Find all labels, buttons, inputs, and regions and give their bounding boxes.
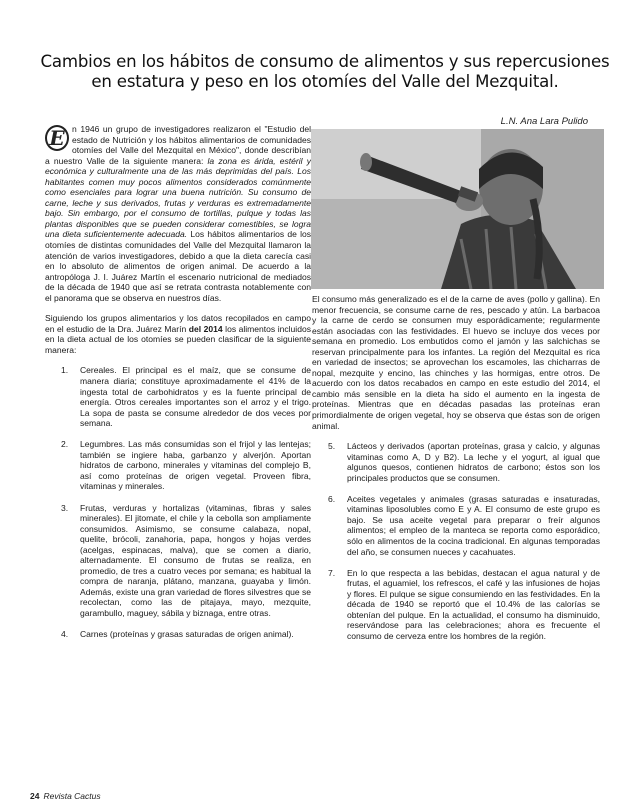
food-group-list-right xyxy=(312,441,600,641)
author-byline: L.N. Ana Lara Pulido xyxy=(500,116,588,127)
right-column xyxy=(312,294,600,652)
list-number: 6. xyxy=(328,493,336,504)
article-photo xyxy=(311,129,604,289)
intro-quote: la zona es árida, estéril y económica y culturalmente una de las más deprimidas del país. Los habitantes comen muy pocos alimentos considerados comúnmente como esenciales para lograr una buena nutrición. Su consumo de carne, leche y sus derivados, frutas y verduras es extremadamente bajo. Sin embargo, por el consumo de tortillas, pulque y todas las plantas disponibles que se pueden considerar comestibles, se logra una dieta suficientemente adecuada. xyxy=(45,155,311,240)
page-footer xyxy=(30,791,101,801)
list-number: 2. xyxy=(61,439,69,450)
list-number: 4. xyxy=(61,629,69,640)
list-item xyxy=(312,494,600,557)
list-item xyxy=(312,568,600,642)
list-item-text: En lo que respecta a las bebidas, destacan el agua natural y de frutas, el aguamiel, los refrescos, el café y las infusiones de hojas y flores. El pulque se sigue consumiendo en las festividades. En la década de 1940 se reportó que el 10.4% de las calorías se obtenían del pulque. En la actualidad, el consumo ha disminuido, reservándose para las celebraciones; ahora es frecuente el consumo de cerveza entre los hombres de la región. xyxy=(347,567,600,641)
article-title xyxy=(30,52,620,92)
list-number: 5. xyxy=(328,441,336,452)
list-item xyxy=(45,629,311,640)
classification-text-c: los alimentos incluidos en la dieta actual de los otomíes se pueden clasificar de la siguiente manera: xyxy=(45,323,311,355)
classification-paragraph xyxy=(45,313,311,355)
list-item-text: Legumbres. Las más consumidas son el frijol y las lentejas; también se ingiere haba, garbanzo y alverjón. Aportan hidratos de carbono, minerales y vitaminas del complejo B, así como proteínas de origen vegetal. Proveen fibra, vitaminas y minerales. xyxy=(80,439,311,492)
title-line-1: Cambios en los hábitos de consumo de alimentos y sus repercusiones xyxy=(40,52,610,71)
left-column xyxy=(45,124,311,650)
photo-illustration xyxy=(311,129,604,289)
list-number: 7. xyxy=(328,567,336,578)
page-number: 24 xyxy=(30,791,40,801)
list-number: 3. xyxy=(61,502,69,513)
list-item xyxy=(45,365,311,428)
title-line-2: en estatura y peso en los otomíes del Valle del Mezquital. xyxy=(91,72,559,91)
classification-text-a: Siguiendo los grupos alimentarios y los datos recopilados en campo en el estudio de la Dra. Juárez Marín xyxy=(45,313,311,334)
list-item-text: Carnes (proteínas y grasas saturadas de origen animal). xyxy=(80,629,294,640)
classification-year: del 2014 xyxy=(188,323,223,334)
food-group-list-left xyxy=(45,365,311,639)
list-number: 1. xyxy=(61,365,69,376)
magazine-name: Revista Cactus xyxy=(43,791,101,801)
list-item-text: Frutas, verduras y hortalizas (vitaminas, fibras y sales minerales). El jitomate, el chile y la cebolla son ampliamente consumidos. Asimismo, se consume calabaza, nopal, quelite, brócoli, zanahoria, papa, hongos y hojas verdes (acelgas, espinacas, malva), que se comen a diario, alternadamente. El consumo de frutas se realiza, en promedio, de tres a cuatro veces por semana; es habitual la compra de naranja, plátano, manzana, guayaba y limón. Además, existe una gran variedad de flores silvestres que se recolectan, como las de pitajaya, mayo, mezquite, garambullo, maguey, sábila y biznaga, entre otras. xyxy=(80,502,311,618)
list-item xyxy=(312,441,600,483)
list-item-text: Aceites vegetales y animales (grasas saturadas e insaturadas, vitaminas liposolubles como E y A. El consumo de este grupo es bajo. Se usa aceite vegetal para preparar o freír algunos alimentos; el empleo de la manteca se reporta como esporádico, sólo en alimentos de la cocina tradicional. En algunas temporadas del año, se consumen nueces y cacahuates. xyxy=(347,493,600,557)
list-item xyxy=(45,439,311,492)
list-item-text: Cereales. El principal es el maíz, que se consume de manera diaria; constituye aproximadamente el 41% de la ingesta total de carbohidratos y es la fuente principal de energía. Otros cereales importantes son el arroz y el trigo. La sopa de pasta se consume alrededor de dos veces por semana. xyxy=(80,365,311,429)
list-item xyxy=(45,503,311,619)
drop-cap: E xyxy=(45,125,69,151)
intro-text-a: n 1946 un grupo de investigadores realizaron el "Estudio del estado de Nutrición y los hábitos alimentarios de comunidades otomíes del Valle del Mezquital en México", donde describían a nuestro Valle de la siguiente manera: xyxy=(45,124,311,166)
meat-paragraph: El consumo más generalizado es el de la carne de aves (pollo y gallina). En menor frecuencia, se consume carne de res, pescado y atún. La barbacoa y la carne de cerdo se consumen muy esporádicamente; regularmente están asociadas con las festividades. El huevo se incluye dos veces por semana en promedio. Los embutidos como el jamón y las salchichas se reservan principalmente para los infantes. La región del Mezquital es rica en variedad de insectos; se aprovechan los escamoles, las chicharras de nopal, mezquite y encino, las chinches y las hormigas, entre otros. De acuerdo con los datos recabados en campo en este estudio del 2014, el cambio más sensible en la dieta ha sido el aumento en la ingesta de proteínas. Mientras que en décadas pasadas las proteínas eran primordialmente de origen vegetal, hoy se observa que éstas son de origen animal. xyxy=(312,294,600,431)
intro-paragraph xyxy=(45,124,311,303)
list-item-text: Lácteos y derivados (aportan proteínas, grasa y calcio, y algunas vitaminas como A, D y B2). La leche y el yogurt, al igual que algunos quesos, contienen hidratos de carbono; éstos son los principales productos que se consumen. xyxy=(347,441,600,483)
intro-text-c: Los hábitos alimentarios de los otomíes de distintas comunidades del Valle del Mezquital llamaron la atención de varios investigadores, debido a que la dieta carecía casi en lo absoluto de alimentos de origen animal. De acuerdo a la antropóloga J. I. Juárez Martín el escenario nutricional de mediados de la década de 1940 que así se retrata contrasta notablemente con el panorama que se observa en nuestros días. xyxy=(45,229,311,303)
